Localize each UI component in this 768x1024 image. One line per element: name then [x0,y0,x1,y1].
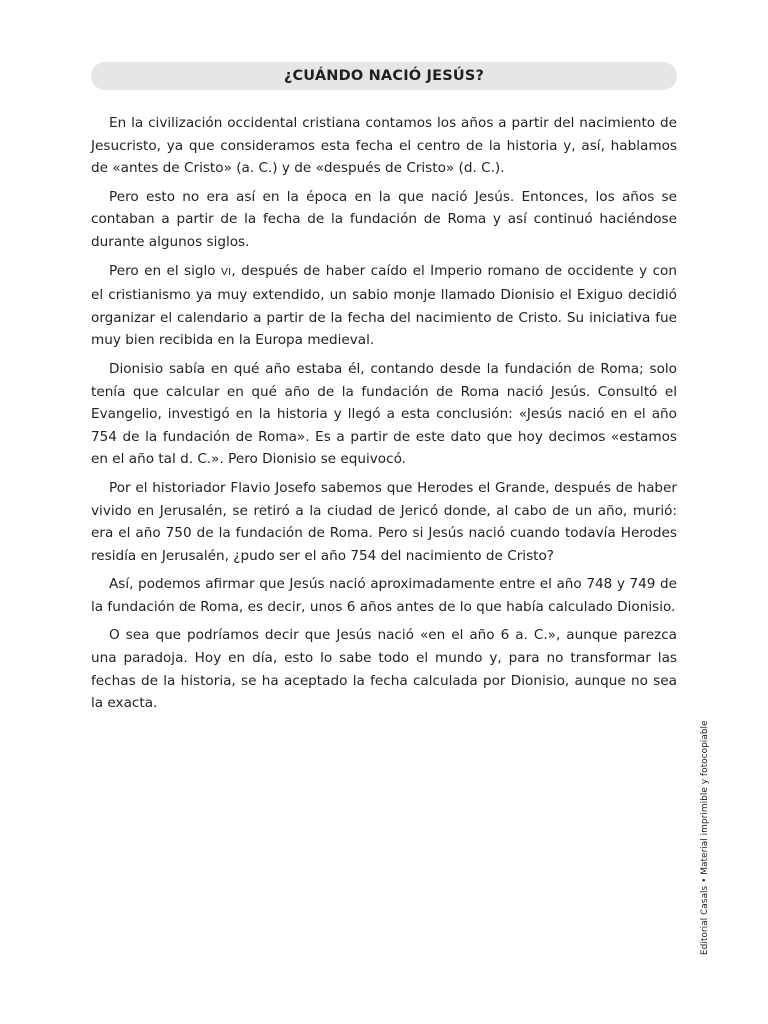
paragraph-7: O sea que podríamos decir que Jesús nació «en el año 6 a. C.», aunque parezca una paradoja. Hoy en día, esto lo sabe todo el mundo y, para no transformar las fechas de la historia, se ha aceptado la fecha calculada por Dionisio, aunque no sea la exacta. [91,627,677,712]
paragraph-5: Por el historiador Flavio Josefo sabemos que Herodes el Grande, después de haber vivido en Jerusalén, se retiró a la ciudad de Jericó donde, al cabo de un año, murió: era el año 750 de la fundación de Roma. Pero si Jesús nació cuando todavía Herodes residía en Jerusalén, ¿pudo ser el año 754 del nacimiento de Cristo? [91,479,677,564]
paragraph-1: En la civilización occidental cristiana contamos los años a partir del nacimiento de Jesucristo, ya que consideramos esta fecha el centro de la historia y, así, hablamos de «antes de Cristo» (a. C.) y de «después de Cristo» (d. C.). [91,115,677,177]
paragraph-3-start: Pero en el siglo [109,262,222,279]
paragraph-3-rest: , después de haber caído el Imperio romano de occidente y con el cristianismo ya muy extendido, un sabio monje llamado Dionisio el Exiguo decidió organizar el calendario a partir de la fecha del nacimiento de Cristo. Su iniciativa fue muy bien recibida en la Europa medieval. [91,262,677,349]
paragraph-2: Pero esto no era así en la época en la que nació Jesús. Entonces, los años se contaban a partir de la fecha de la fundación de Roma y así continuó haciéndose durante algunos siglos. [91,188,677,250]
paragraph-3 [91,260,677,352]
publisher-note: Editorial Casals • Material imprimible y fotocopiable [700,720,710,955]
paragraph-4: Dionisio sabía en qué año estaba él, contando desde la fundación de Roma; solo tenía que calcular en qué año de la fundación de Roma nació Jesús. Consultó el Evangelio, investigó en la historia y llegó a esta conclusión: «Jesús nació en el año 754 de la fundación de Roma». Es a partir de este dato que hoy decimos «estamos en el año tal d. C.». Pero Dionisio se equivocó. [91,360,677,468]
century-numeral: VI [221,266,232,278]
title-banner [91,62,677,90]
paragraph-6: Así, podemos afirmar que Jesús nació aproximadamente entre el año 748 y 749 de la fundación de Roma, es decir, unos 6 años antes de lo que había calculado Dionisio. [91,576,677,615]
page-title: ¿CUÁNDO NACIÓ JESÚS? [283,68,485,84]
article-body [91,112,677,721]
